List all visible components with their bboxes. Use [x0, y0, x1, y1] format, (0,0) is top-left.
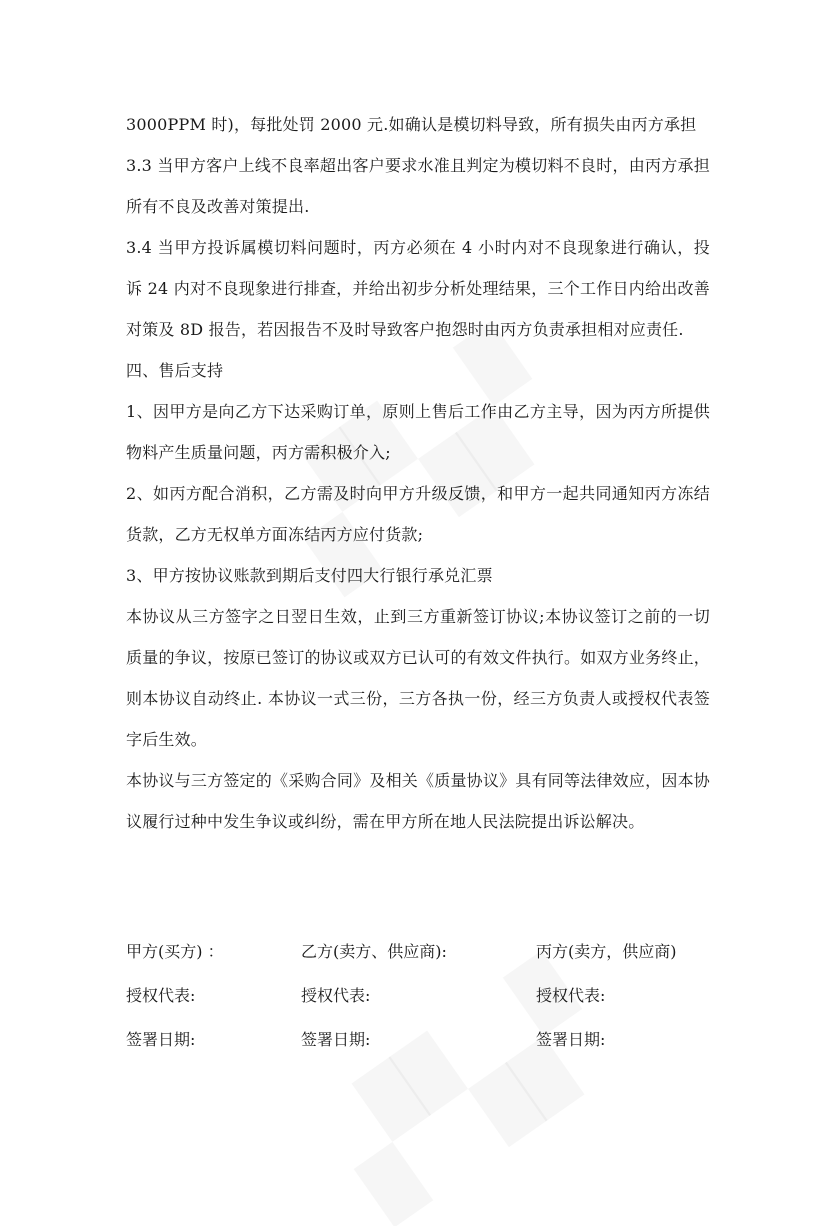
paragraph-after-sales-1: 1、因甲方是向乙方下达采购订单，原则上售后工作由乙方主导，因为丙方所提供物料产生质量问题，丙方需积极介入; — [126, 402, 710, 462]
paragraph-legal-effect: 本协议与三方签定的《采购合同》及相关《质量协议》具有同等法律效应，因本协议履行过种中发生争议或纠纷，需在甲方所在地人民法院提出诉讼解决。 — [126, 771, 710, 831]
party-a-title: 甲方(买方) ： — [126, 942, 224, 961]
party-b-title: 乙方(卖方、供应商): — [301, 942, 447, 961]
party-b-date: 签署日期: — [301, 1030, 371, 1049]
party-b-rep: 授权代表: — [301, 986, 371, 1005]
signature-party-row — [126, 930, 710, 974]
paragraph-clause-3-3: 3.3 当甲方客户上线不良率超出客户要求水准且判定为模切料不良时，由丙方承担所有不良及改善对策提出. — [126, 156, 710, 216]
signature-block — [126, 930, 710, 1062]
paragraph-penalty-continuation: 3000PPM 时)，每批处罚 2000 元.如确认是模切料导致，所有损失由丙方承担 — [126, 115, 697, 134]
signature-date-row — [126, 1018, 710, 1062]
paragraph-effectiveness: 本协议从三方签字之日翌日生效，止到三方重新签订协议;本协议签订之前的一切质量的争议，按原已签订的协议或双方已认可的有效文件执行。如双方业务终止，则本协议自动终止. 本协议一式三份，三方各执一份，经三方负责人或授权代表签字后生效。 — [126, 607, 710, 749]
section-heading-after-sales: 四、售后支持 — [126, 361, 224, 380]
paragraph-after-sales-3: 3、甲方按协议账款到期后支付四大行银行承兑汇票 — [126, 566, 493, 585]
party-c-date: 签署日期: — [536, 1030, 606, 1049]
document-body — [126, 104, 710, 842]
party-c-title: 丙方(卖方，供应商) — [536, 942, 677, 961]
party-a-rep: 授权代表: — [126, 986, 196, 1005]
signature-rep-row — [126, 974, 710, 1018]
party-a-date: 签署日期: — [126, 1030, 196, 1049]
paragraph-clause-3-4: 3.4 当甲方投诉属模切料问题时，丙方必须在 4 小时内对不良现象进行确认，投诉 24 内对不良现象进行排查，并给出初步分析处理结果，三个工作日内给出改善对策及 8D 报告，若因报告不及时导致客户抱怨时由丙方负责承担相对应责任. — [126, 238, 710, 339]
paragraph-after-sales-2: 2、如丙方配合消积，乙方需及时向甲方升级反馈，和甲方一起共同通知丙方冻结货款，乙方无权单方面冻结丙方应付货款; — [126, 484, 710, 544]
party-c-rep: 授权代表: — [536, 986, 606, 1005]
